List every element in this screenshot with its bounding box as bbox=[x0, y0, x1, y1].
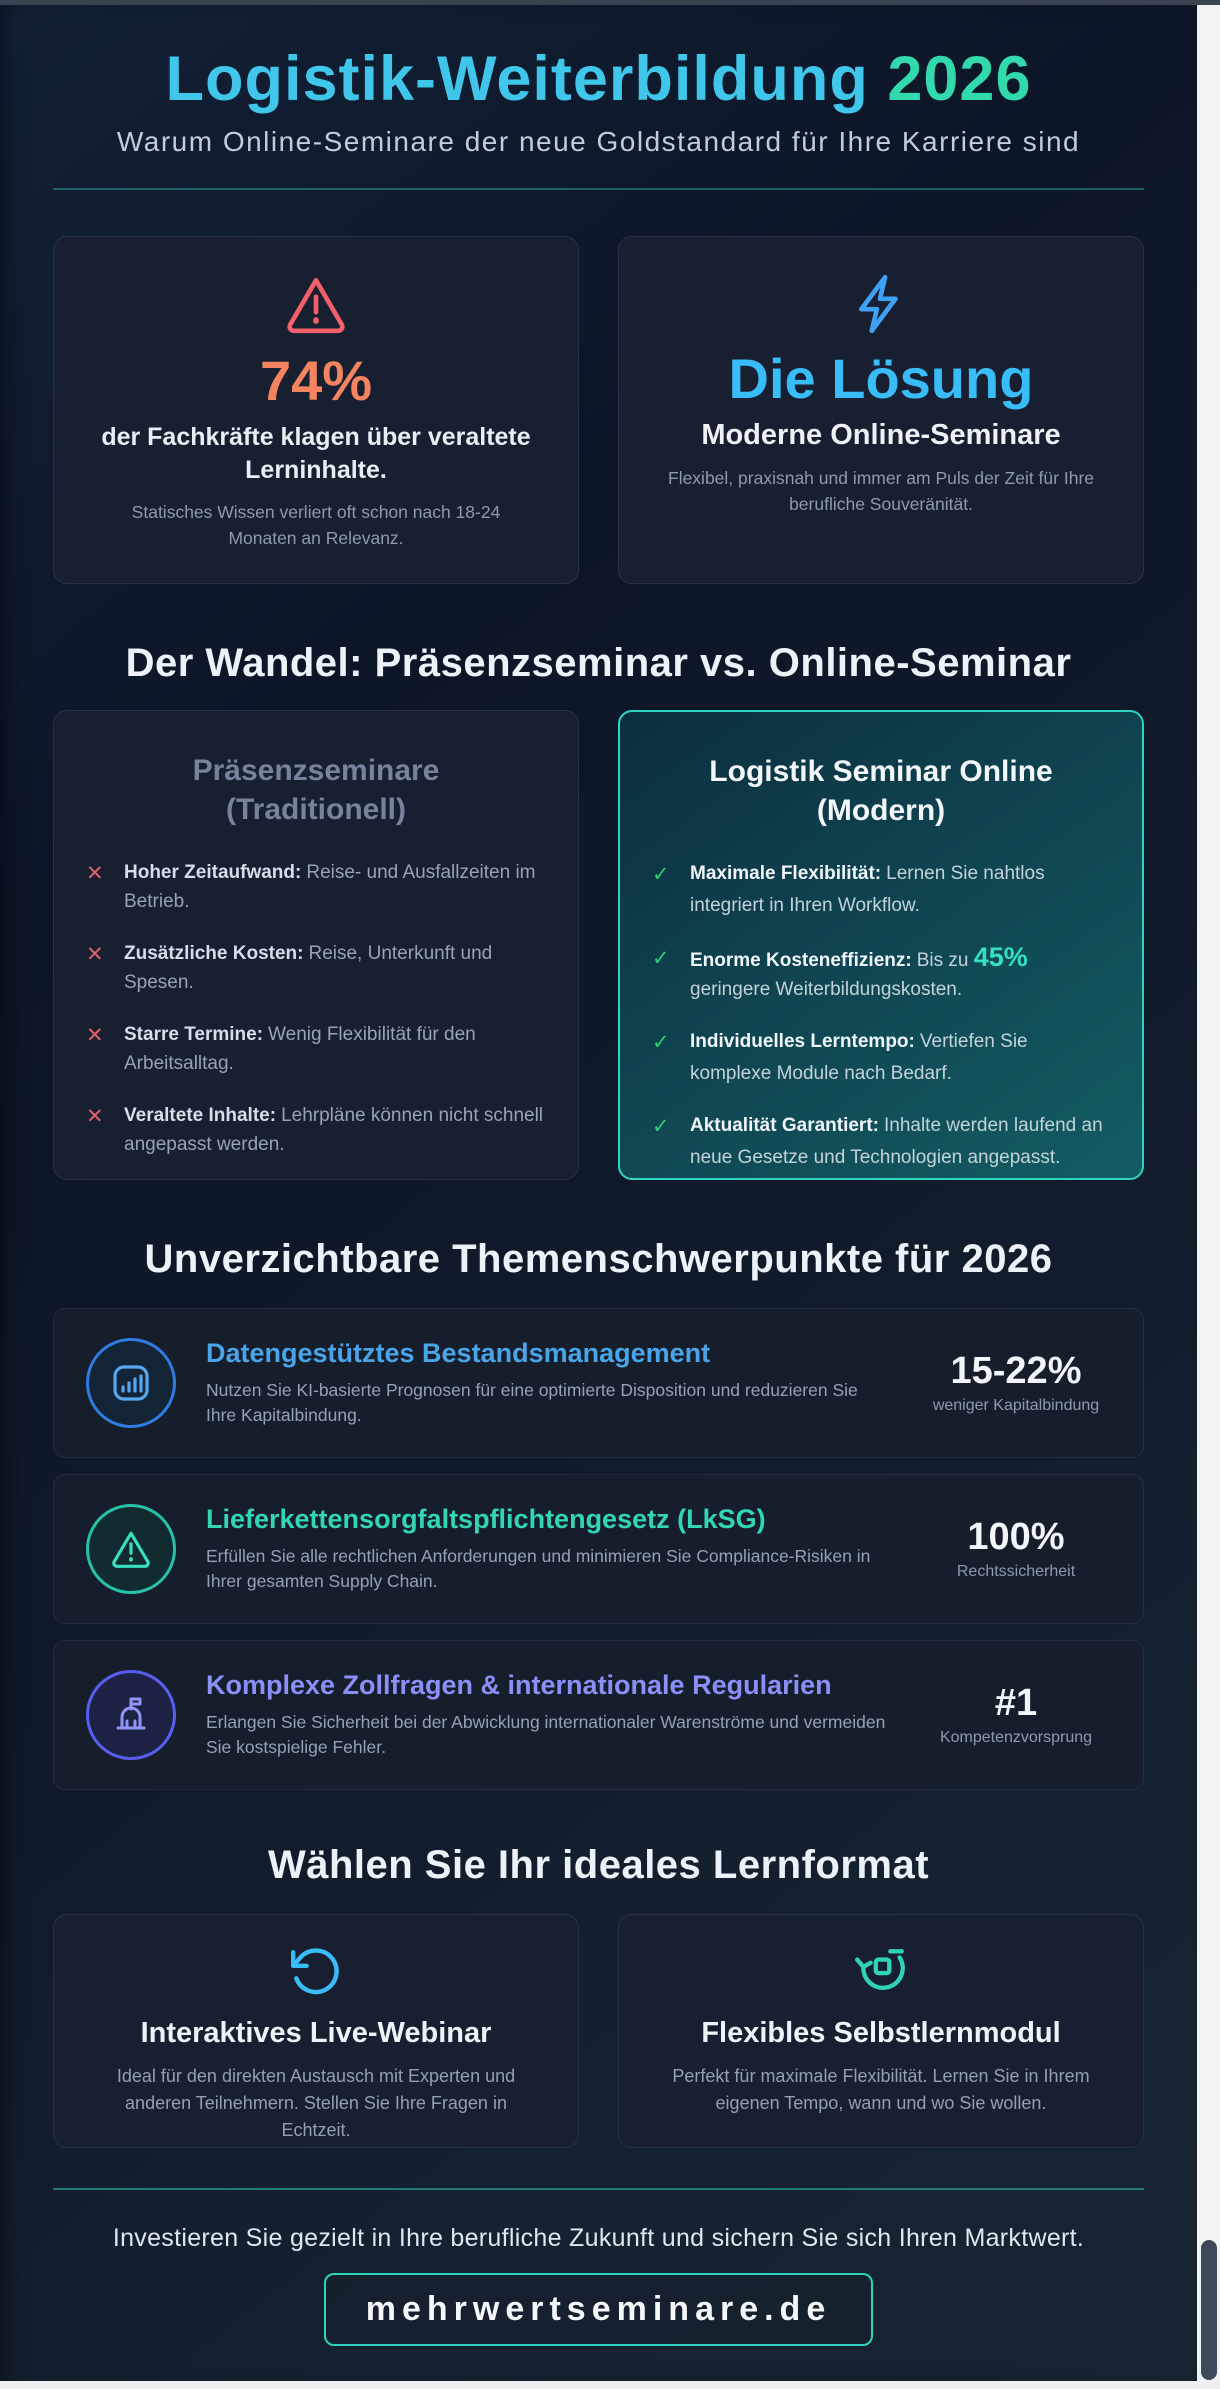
format-cards bbox=[53, 1914, 1144, 2148]
page-header bbox=[53, 5, 1144, 190]
list-item: ✕ Zusätzliche Kosten: Reise, Unterkunft und Spesen. bbox=[86, 940, 546, 997]
list-item: ✕ Veraltete Inhalte: Lehrpläne können nicht schnell angepasst werden. bbox=[86, 1102, 546, 1159]
window-top-edge bbox=[0, 0, 1220, 5]
problem-stat: 74% bbox=[259, 349, 373, 413]
x-icon: ✕ bbox=[86, 1024, 104, 1048]
header-divider bbox=[53, 188, 1144, 190]
topic-description: Erfüllen Sie alle rechtlichen Anforderungen und minimieren Sie Compliance-Risiken in Ihrer gesamten Supply Chain. bbox=[206, 1545, 871, 1592]
section-heading-formats: Wählen Sie Ihr ideales Lernformat bbox=[267, 1843, 930, 1888]
problem-card bbox=[53, 236, 579, 584]
solution-card bbox=[618, 236, 1144, 584]
check-icon: ✓ bbox=[652, 1031, 670, 1055]
topic-title: Lieferkettensorgfaltspflichtengesetz (LkSG) bbox=[206, 1503, 766, 1534]
problem-note: Statisches Wissen verliert oft schon nach 18-24 Monaten an Relevanz. bbox=[131, 502, 501, 548]
selbstlernmodul-card bbox=[618, 1914, 1144, 2148]
stat-value: 15-22% bbox=[950, 1349, 1082, 1392]
customs-building-icon bbox=[86, 1670, 176, 1760]
modern-title: Logistik Seminar Online (Modern) bbox=[709, 755, 1053, 828]
list-item: ✓ Individuelles Lerntempo: Vertiefen Sie komplexe Module nach Bedarf. bbox=[652, 1028, 1110, 1088]
infographic-page bbox=[0, 5, 1197, 2381]
page-title bbox=[53, 45, 1144, 114]
section-heading-comparison: Der Wandel: Präsenzseminar vs. Online-Seminar bbox=[125, 641, 1072, 686]
traditional-title: Präsenzseminare (Traditionell) bbox=[192, 754, 440, 827]
topic-title: Datengestütztes Bestandsmanagement bbox=[206, 1337, 711, 1368]
list-item: ✓ Enorme Kosteneffizienz: Bis zu 45% geringere Weiterbildungskosten. bbox=[652, 944, 1110, 1004]
comparison-cards bbox=[53, 710, 1144, 1180]
traditional-card bbox=[53, 710, 579, 1180]
solution-note: Flexibel, praxisnah und immer am Puls der Zeit für Ihre berufliche Souveränität. bbox=[668, 468, 1094, 514]
stat-label: Rechtssicherheit bbox=[956, 1562, 1076, 1580]
topic-description: Nutzen Sie KI-basierte Prognosen für eine optimierte Disposition und reduzieren Sie Ihre Kapitalbindung. bbox=[206, 1379, 858, 1426]
x-icon: ✕ bbox=[86, 862, 104, 886]
list-item: ✕ Starre Termine: Wenig Flexibilität für den Arbeitsalltag. bbox=[86, 1021, 546, 1078]
check-icon: ✓ bbox=[652, 863, 670, 887]
modern-card bbox=[618, 710, 1144, 1180]
format-description: Ideal für den direkten Austausch mit Experten und anderen Teilnehmern. Stellen Sie Ihre Fragen in Echtzeit. bbox=[116, 2066, 516, 2141]
x-icon: ✕ bbox=[86, 1105, 104, 1129]
screen-share-icon bbox=[853, 1943, 909, 1999]
stat-label: Kompetenzvorsprung bbox=[939, 1728, 1093, 1746]
topic-row-bestandsmanagement bbox=[53, 1308, 1144, 1458]
topic-stat bbox=[921, 1681, 1111, 1747]
topic-row-lksg bbox=[53, 1474, 1144, 1624]
list-item: ✓ Maximale Flexibilität: Lernen Sie nahtlos integriert in Ihren Workflow. bbox=[652, 860, 1110, 920]
lightning-bolt-icon bbox=[848, 271, 914, 337]
format-title: Flexibles Selbstlernmodul bbox=[701, 2017, 1061, 2050]
bar-chart-icon bbox=[86, 1338, 176, 1428]
topic-stat bbox=[921, 1349, 1111, 1415]
topic-stat bbox=[921, 1515, 1111, 1581]
check-icon: ✓ bbox=[652, 947, 670, 971]
scrollbar-track[interactable] bbox=[1197, 5, 1220, 2381]
warning-triangle-icon bbox=[86, 1504, 176, 1594]
list-item: ✓ Aktualität Garantiert: Inhalte werden laufend an neue Gesetze und Technologien angepasst. bbox=[652, 1112, 1110, 1172]
topic-list bbox=[53, 1308, 1144, 1790]
page-title-main: Logistik-Weiterbildung bbox=[165, 44, 869, 114]
topic-description: Erlangen Sie Sicherheit bei der Abwicklung internationaler Warenströme und vermeiden Sie kostspielige Fehler. bbox=[206, 1711, 886, 1758]
problem-headline: der Fachkräfte klagen über veraltete Lerninhalte. bbox=[101, 423, 531, 484]
website-button[interactable]: mehrwertseminare.de bbox=[324, 2273, 874, 2346]
window-bottom-edge bbox=[0, 2381, 1220, 2389]
rotate-arrow-icon bbox=[288, 1943, 344, 1999]
stat-value: #1 bbox=[994, 1681, 1038, 1724]
page-subtitle: Warum Online-Seminare der neue Goldstandard für Ihre Karriere sind bbox=[116, 126, 1081, 158]
topic-row-zoll bbox=[53, 1640, 1144, 1790]
x-icon: ✕ bbox=[86, 943, 104, 967]
cta-container bbox=[53, 2273, 1144, 2346]
footer-divider bbox=[53, 2188, 1144, 2190]
warning-triangle-icon bbox=[283, 271, 349, 337]
page-title-year: 2026 bbox=[887, 44, 1032, 114]
solution-title: Die Lösung bbox=[728, 347, 1034, 411]
scrollbar-thumb[interactable] bbox=[1201, 2240, 1217, 2380]
solution-subtitle: Moderne Online-Seminare bbox=[701, 419, 1061, 452]
closing-message: Investieren Sie gezielt in Ihre berufliche Zukunft und sichern Sie sich Ihren Marktwert. bbox=[112, 2224, 1085, 2253]
format-description: Perfekt für maximale Flexibilität. Lernen Sie in Ihrem eigenen Tempo, wann und wo Sie wollen. bbox=[672, 2066, 1090, 2114]
section-heading-topics: Unverzichtbare Themenschwerpunkte für 2026 bbox=[144, 1237, 1053, 1282]
live-webinar-card bbox=[53, 1914, 579, 2148]
list-item: ✕ Hoher Zeitaufwand: Reise- und Ausfallzeiten im Betrieb. bbox=[86, 859, 546, 916]
stat-value: 100% bbox=[967, 1515, 1065, 1558]
topic-title: Komplexe Zollfragen & internationale Regularien bbox=[206, 1669, 832, 1700]
stat-label: weniger Kapitalbindung bbox=[932, 1396, 1100, 1414]
intro-cards bbox=[53, 236, 1144, 584]
format-title: Interaktives Live-Webinar bbox=[140, 2017, 492, 2050]
highlight-45-percent: 45% bbox=[973, 942, 1028, 973]
check-icon: ✓ bbox=[652, 1115, 670, 1139]
